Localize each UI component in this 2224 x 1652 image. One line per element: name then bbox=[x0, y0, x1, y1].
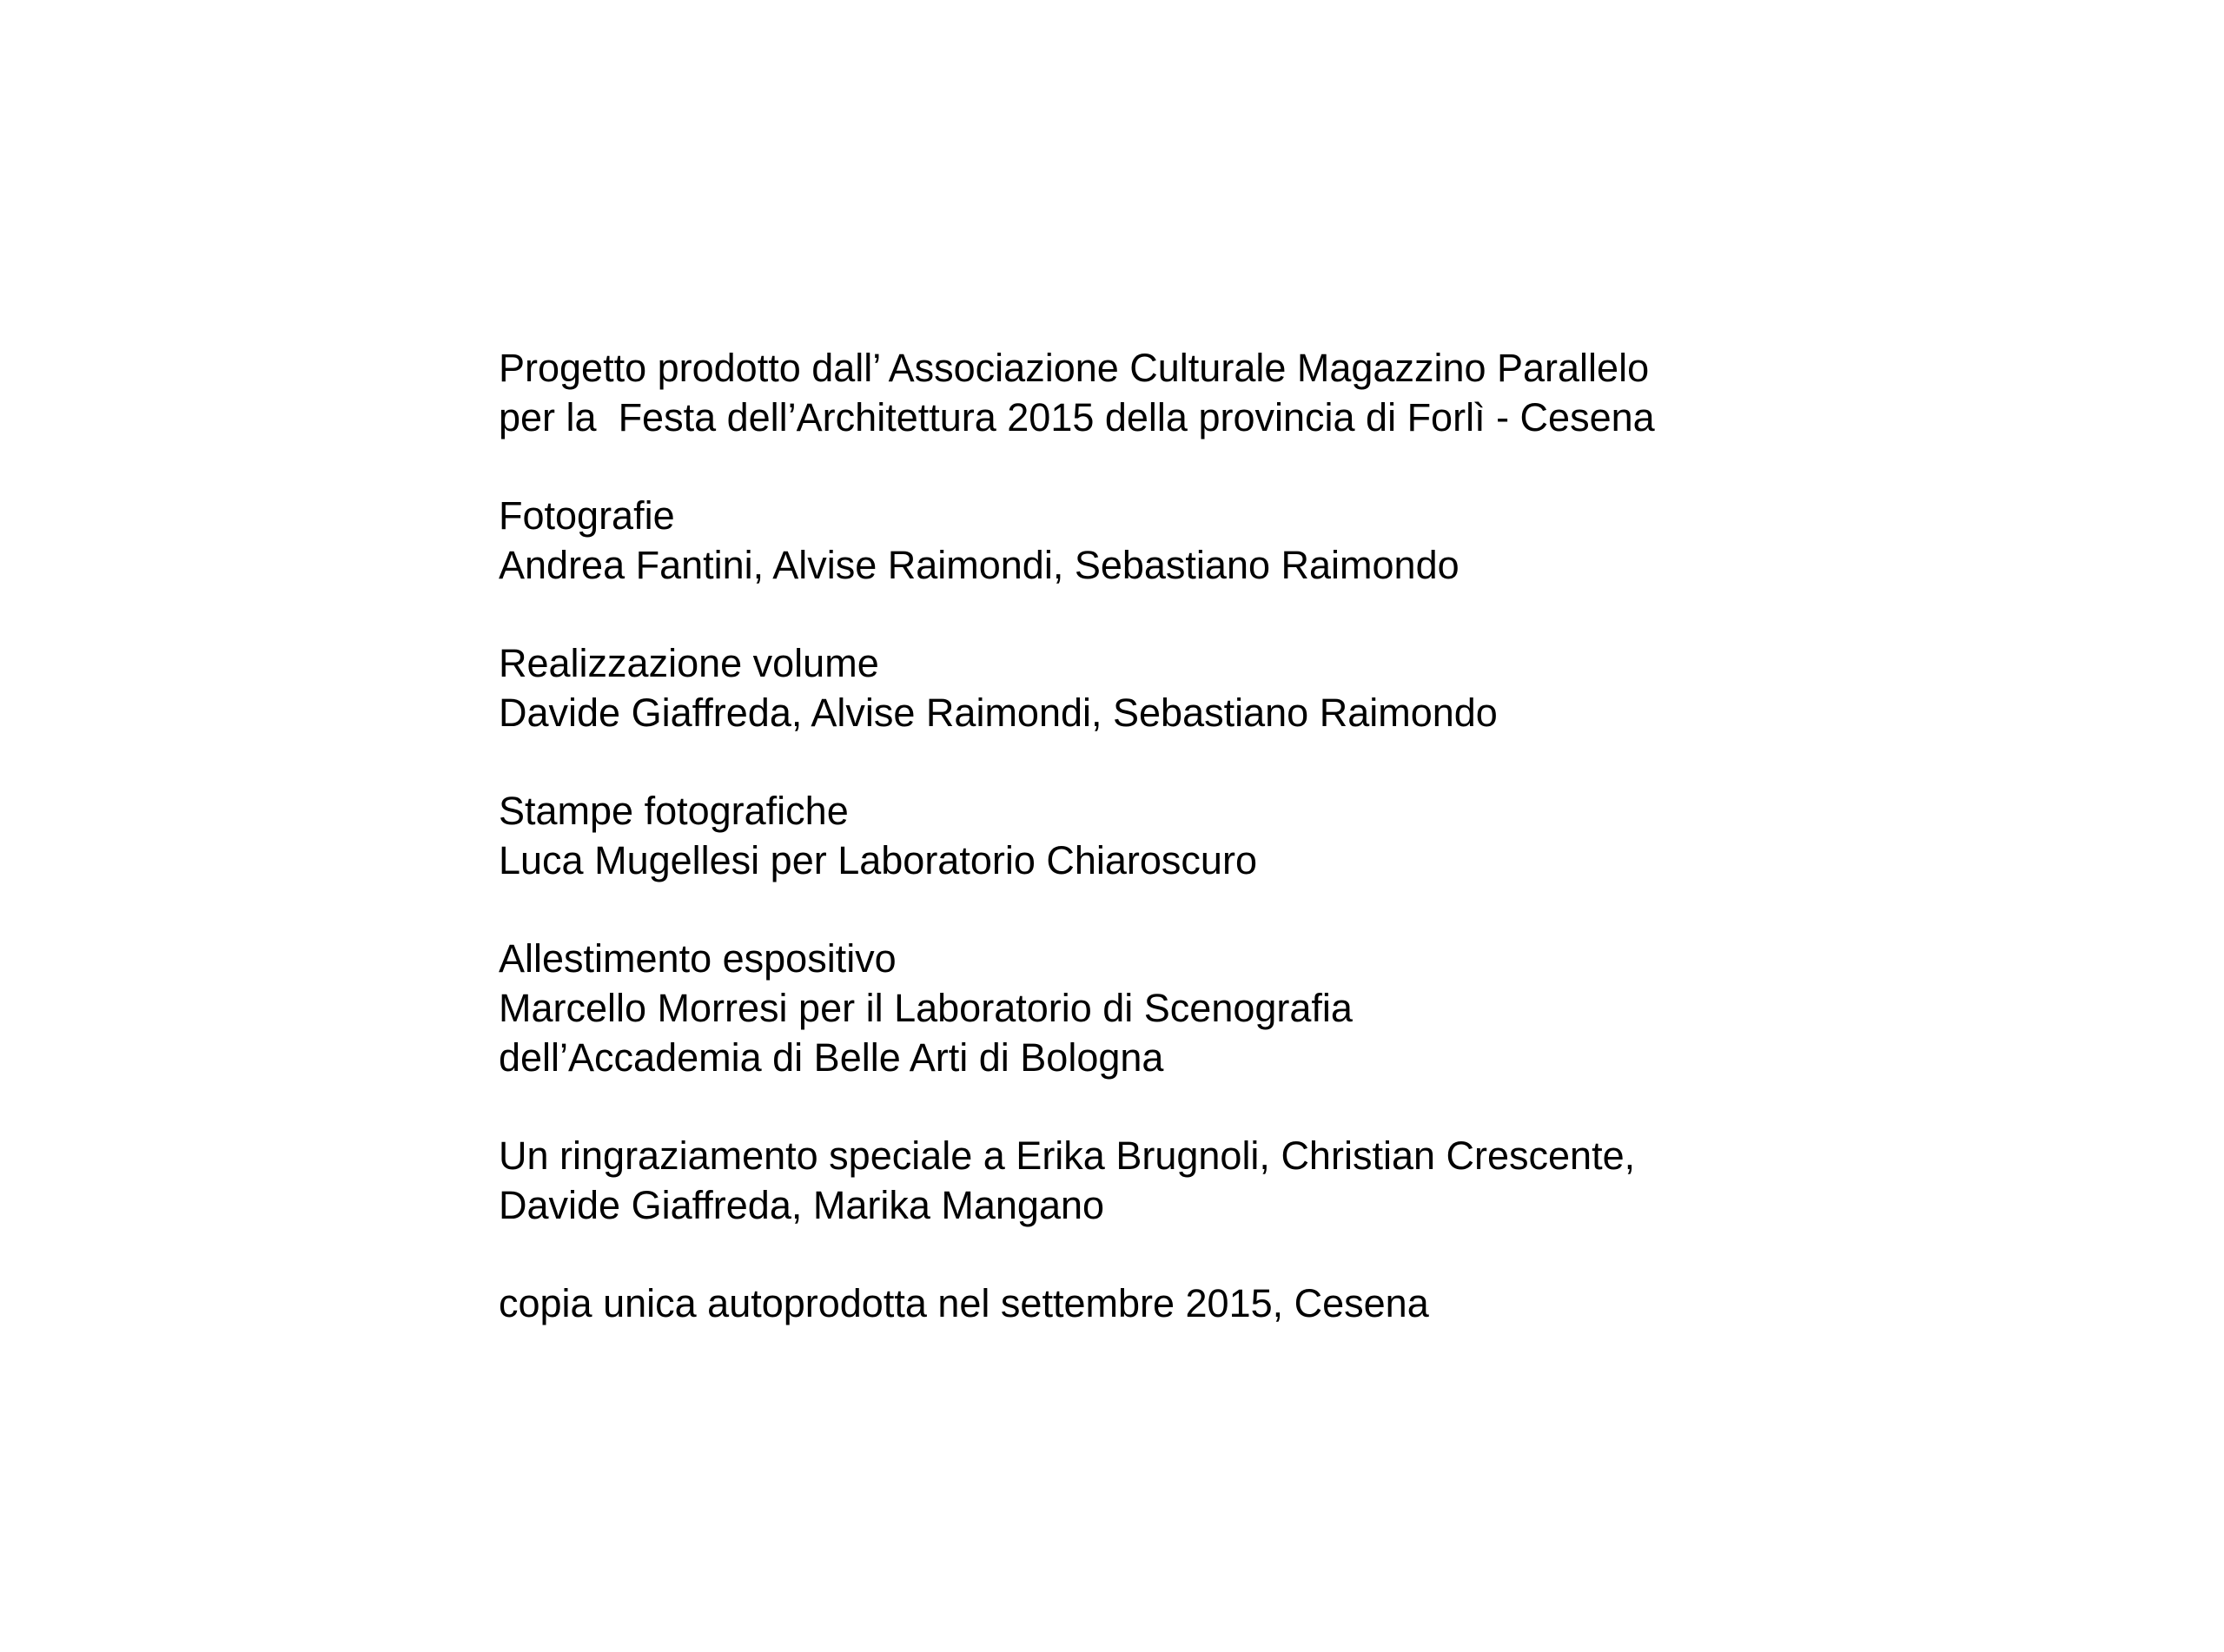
prints-credit bbox=[499, 786, 2062, 885]
prints-heading: Stampe fotografiche bbox=[499, 789, 849, 833]
photography-heading: Fotografie bbox=[499, 493, 675, 538]
exhibition-names-line-1: Marcello Morresi per il Laboratorio di Scenografia bbox=[499, 986, 1353, 1030]
exhibition-names-line-2: dell’Accademia di Belle Arti di Bologna bbox=[499, 1035, 1164, 1080]
acknowledgements-line-1: Un ringraziamento speciale a Erika Brugnoli, Christian Crescente, bbox=[499, 1133, 1636, 1178]
production-line-2: per la Festa dell’Architettura 2015 della provincia di Forlì - Cesena bbox=[499, 395, 1655, 439]
photography-names: Andrea Fantini, Alvise Raimondi, Sebastiano Raimondo bbox=[499, 543, 1460, 587]
production-credit bbox=[499, 343, 2062, 442]
edition-note bbox=[499, 1279, 2062, 1328]
exhibition-credit bbox=[499, 934, 2062, 1082]
volume-names: Davide Giaffreda, Alvise Raimondi, Sebastiano Raimondo bbox=[499, 691, 1498, 735]
colophon bbox=[499, 343, 2062, 1328]
volume-credit bbox=[499, 638, 2062, 737]
production-line-1: Progetto prodotto dall’ Associazione Culturale Magazzino Parallelo bbox=[499, 346, 1650, 390]
acknowledgements bbox=[499, 1131, 2062, 1230]
volume-heading: Realizzazione volume bbox=[499, 641, 879, 685]
acknowledgements-line-2: Davide Giaffreda, Marika Mangano bbox=[499, 1183, 1105, 1227]
exhibition-heading: Allestimento espositivo bbox=[499, 936, 897, 981]
edition-line: copia unica autoprodotta nel settembre 2015, Cesena bbox=[499, 1281, 1429, 1325]
prints-names: Luca Mugellesi per Laboratorio Chiaroscuro bbox=[499, 838, 1257, 882]
photography-credit bbox=[499, 491, 2062, 590]
